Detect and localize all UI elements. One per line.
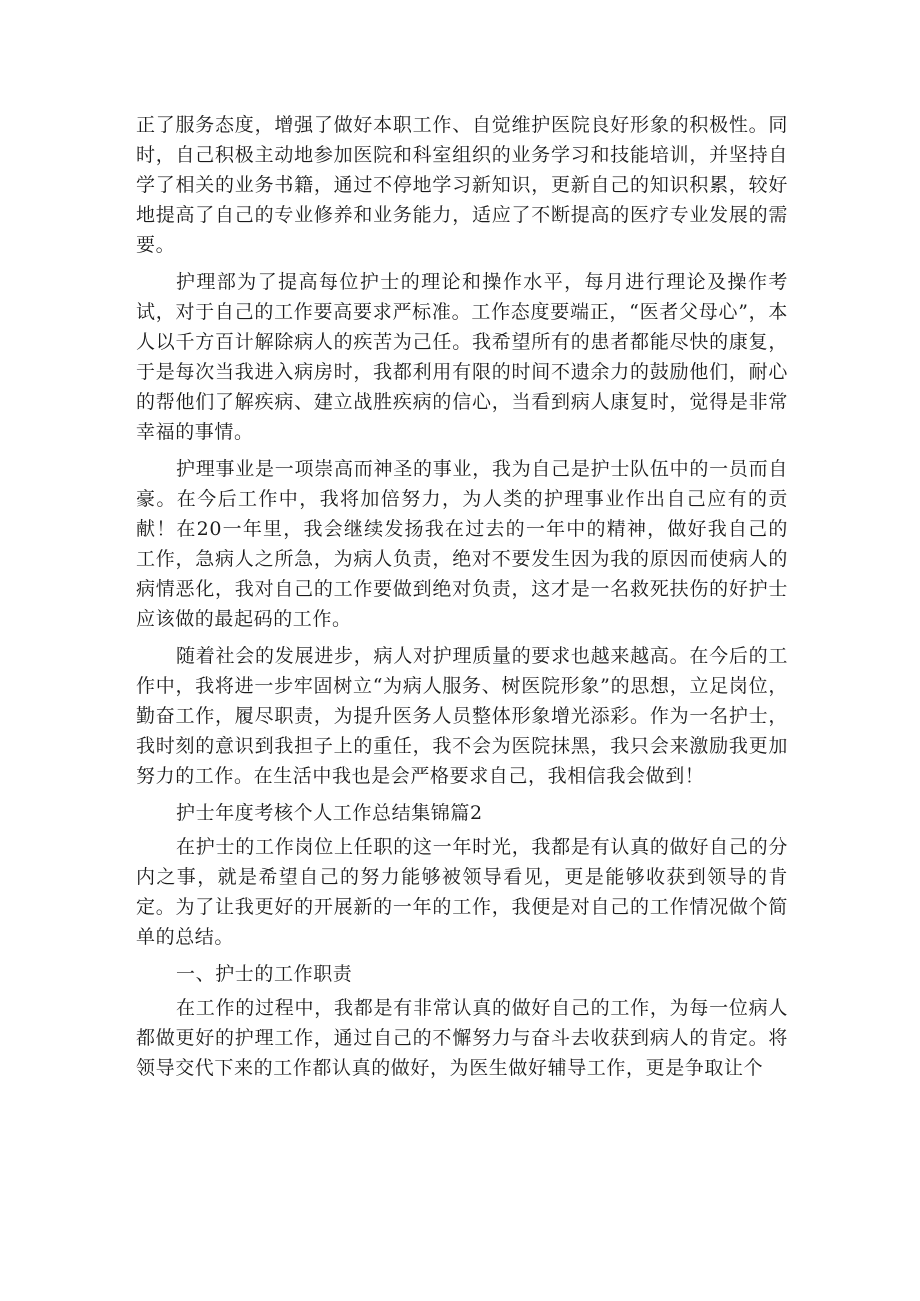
document-body [136, 110, 788, 1090]
paragraph-duties: 在工作的过程中，我都是有非常认真的做好自己的工作，为每一位病人都做更好的护理工作，通过自己的不懈努力与奋斗去收获到病人的肯定。将领导交代下来的工作都认真的做好，为医生做好辅导工作，更是争取让个 [136, 997, 788, 1079]
paragraph-future-work: 随着社会的发展进步，病人对护理质量的要求也越来越高。在今后的工作中，我将进一步牢固树立“为病人服务、树医院形象”的思想，立足岗位，勤奋工作，履尽职责，为提升医务人员整体形象增光添彩。作为一名护士，我时刻的意识到我担子上的重任，我不会为医院抹黑，我只会来激励我更加努力的工作。在生活中我也是会严格要求自己，我相信我会做到！ [136, 645, 788, 787]
paragraph-nursing-training: 护理部为了提高每位护士的理论和操作水平，每月进行理论及操作考试，对于自己的工作要高要求严标准。工作态度要端正，“医者父母心”，本人以千方百计解除病人的疾苦为己任。我希望所有的患者都能尽快的康复，于是每次当我进入病房时，我都利用有限的时间不遗余力的鼓励他们，耐心的帮他们了解疾病、建立战胜疾病的信心，当看到病人康复时，觉得是非常幸福的事情。 [136, 271, 788, 443]
section-title: 护士年度考核个人工作总结集锦篇2 [176, 802, 483, 824]
paragraph-nursing-career: 护理事业是一项崇高而神圣的事业，我为自己是护士队伍中的一员而自豪。在今后工作中，我将加倍努力，为人类的护理事业作出自己应有的贡献！在20一年里，我会继续发扬我在过去的一年中的精神，做好我自己的工作，急病人之所急，为病人负责，绝对不要发生因为我的原因而使病人的病情恶化，我对自己的工作要做到绝对负责，这才是一名救死扶伤的好护士应该做的最起码的工作。 [136, 458, 788, 630]
subheading-duties: 一、护士的工作职责 [176, 963, 353, 985]
paragraph-continuation: 正了服务态度，增强了做好本职工作、自觉维护医院良好形象的积极性。同时，自己积极主动地参加医院和科室组织的业务学习和技能培训，并坚持自学了相关的业务书籍，通过不停地学习新知识，更新自己的知识积累，较好地提高了自己的专业修养和业务能力，适应了不断提高的医疗专业发展的需要。 [136, 114, 788, 256]
paragraph-intro: 在护士的工作岗位上任职的这一年时光，我都是有认真的做好自己的分内之事，就是希望自己的努力能够被领导看见，更是能够收获到领导的肯定。为了让我更好的开展新的一年的工作，我便是对自己的工作情况做个简单的总结。 [136, 836, 788, 948]
